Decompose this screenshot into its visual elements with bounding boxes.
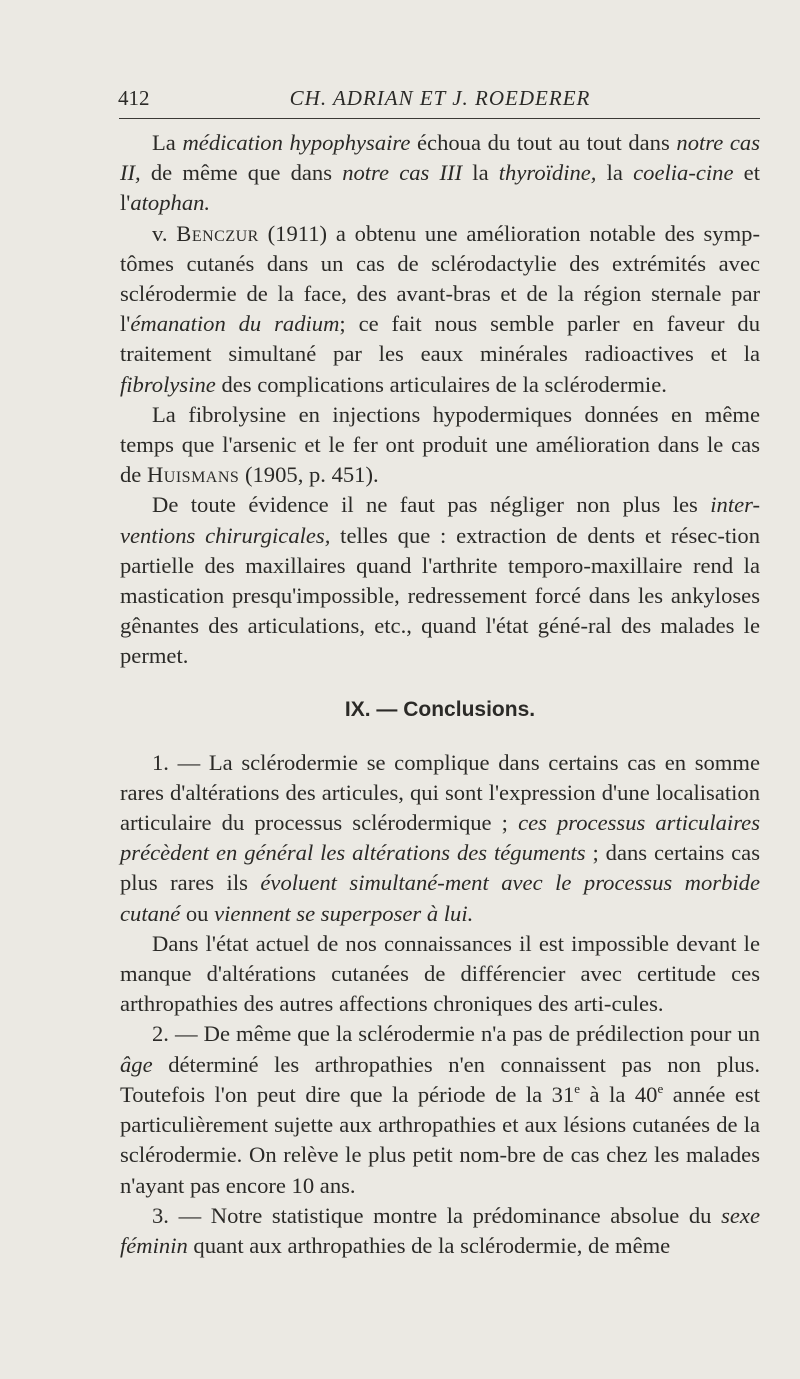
paragraph-benczur: v. Benczur (1911) a obtenu une amélioration notable des symp-tômes cutanés dans un cas de sclérodactylie des extrémités avec sclérodermie de la face, des avant-bras et de la région sternale par l'émanation du radium; ce fait nous semble parler en faveur du traitement simultané par les eaux minérales radioactives et la fibrolysine des complications articulaires de la sclérodermie. — [120, 220, 760, 397]
header-rule — [119, 118, 760, 119]
paragraph-interventions: De toute évidence il ne faut pas négliger non plus les inter-ventions chirurgicales, telles que : extraction de dents et résec-tion partielle des maxillaires quand l'arthrite temporo-maxillaire rend la mastication presqu'impossible, redressement forcé dans les ankyloses gênantes des articulations, etc., quand l'état géné-ral des malades le permet. — [120, 492, 760, 669]
running-title: CH. ADRIAN ET J. ROEDERER — [289, 86, 591, 110]
page-number: 412 — [118, 86, 150, 110]
conclusion-2: 2. — De même que la sclérodermie n'a pas de prédilection pour un âge déterminé les arthropathies n'en connaissent pas non plus. Toutefois l'on peut dire que la période de la 31e à la 40e année est particulièrement sujette aux arthropathies et aux lésions cutanées de la sclérodermie. On relève le plus petit nom-bre de cas chez les malades n'ayant pas encore 10 ans. — [120, 1021, 761, 1198]
page-body — [120, 128, 760, 1261]
conclusion-3: 3. — Notre statistique montre la prédominance absolue du sexe féminin quant aux arthropathies de la sclérodermie, de même — [120, 1202, 760, 1258]
conclusion-1-continued: Dans l'état actuel de nos connaissances il est impossible devant le manque d'altérations cutanées de différencier avec certitude ces arthropathies des autres affections chroniques des arti-cules. — [120, 930, 760, 1017]
paragraph-medication: La médication hypophysaire échoua du tout au tout dans notre cas II, de même que dans notre cas III la thyroïdine, la coelia-cine et l'atophan. — [120, 130, 761, 216]
section-heading: IX. — Conclusions. — [344, 697, 536, 721]
page-header — [120, 86, 760, 116]
conclusion-1: 1. — La sclérodermie se complique dans certains cas en somme rares d'altérations des articules, qui sont l'expression d'une localisation articulaire du processus sclérodermique ; ces processus articulaires précèdent en général les altérations des téguments ; dans certains cas plus rares ils évoluent simultané-ment avec le processus morbide cutané ou viennent se superposer à lui. — [120, 749, 761, 926]
paragraph-fibrolysine: La fibrolysine en injections hypodermiques données en même temps que l'arsenic et le fer ont produit une amélioration dans le cas de Huismans (1905, p. 451). — [120, 401, 760, 488]
